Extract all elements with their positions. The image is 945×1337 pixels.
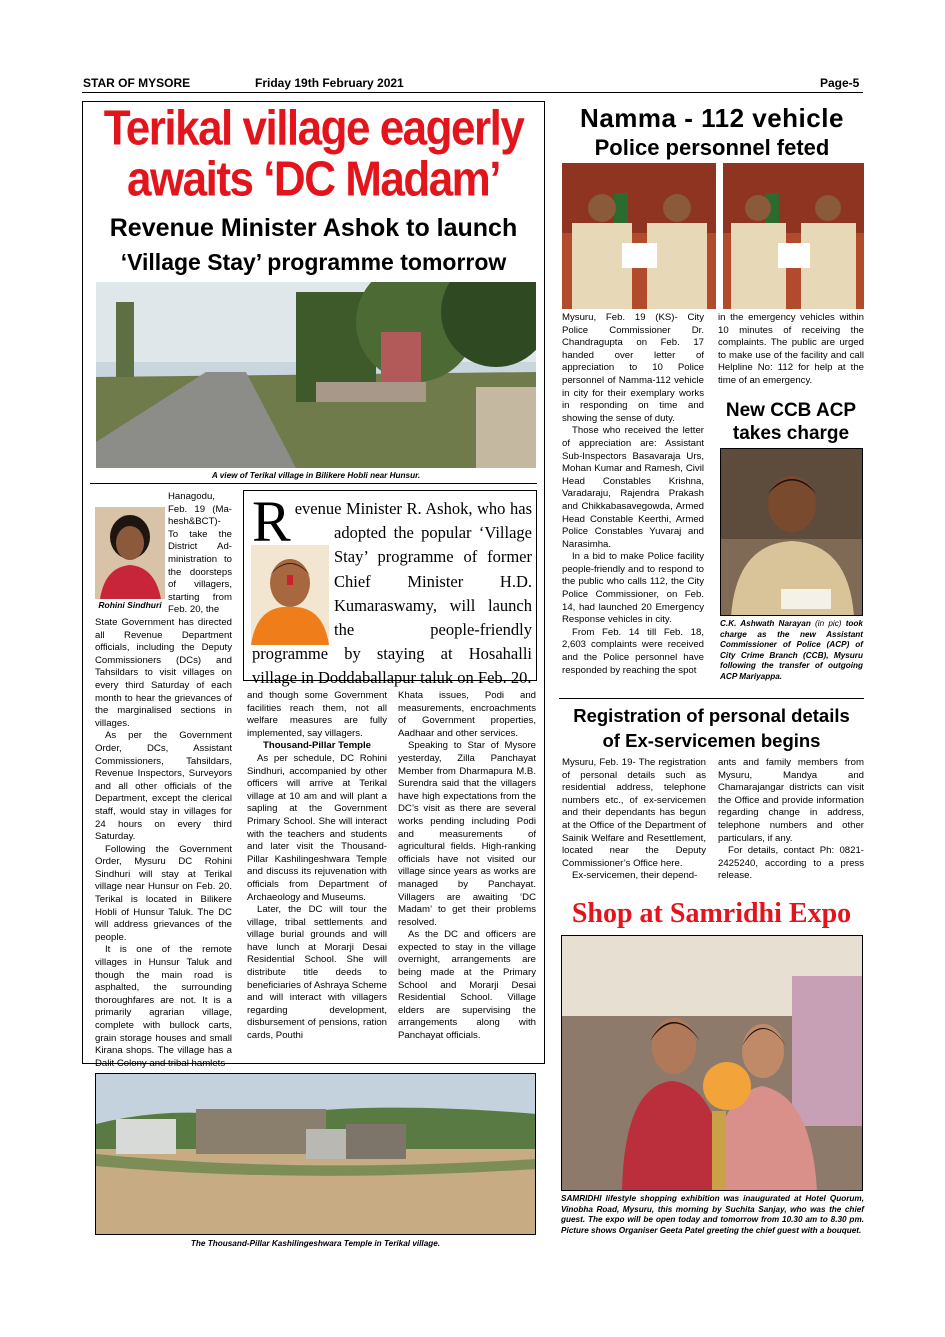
main-col1-body (95, 617, 232, 1070)
main-subhead-line-2: ‘Village Stay’ programme tomorrow (120, 249, 507, 275)
main-subhead-line-1: Revenue Minister Ashok to launch (109, 214, 518, 242)
police-col2-body: in the emergency vehicles within 10 minutes of receiving the complaints. The public are urged to make use of the facility and call Helpline No: 112 for help at the time of an emergency. (718, 312, 864, 386)
main-col1-para: As per the Government Order, DCs, Assistant Commissioners, Tahsildars, Revenue Inspectors, Surveyors and all other officials of the Department, except the clerical staff, would stay in villages for 24 hours on every third Saturday. (95, 730, 232, 843)
ashok-boxed-text (252, 489, 532, 691)
main-col2-body (247, 690, 387, 1043)
ccb-acp-caption (720, 619, 863, 682)
exservice-col1-para: Ex-servicemen, their depend- (572, 870, 698, 882)
temple-photo (95, 1073, 536, 1235)
rohini-sindhuri-caption: Rohini Sindhuri (98, 600, 162, 610)
police-col1-body (562, 312, 704, 677)
exservice-headline-line-1: Registration of personal details (573, 705, 850, 726)
temple-photo-caption: The Thousand-Pillar Kashilingeshwara Temple in Terikal village. (190, 1239, 441, 1248)
caption-rule (90, 483, 537, 484)
expo-headline: Shop at Samridhi Expo (571, 898, 852, 929)
exservice-col2-para: For details, contact Ph: 0821-2425240, according to a press release. (718, 845, 864, 882)
police-col1-para: From Feb. 14 till Feb. 18, 2,603 complaints were received and the Police personnel have responded by reaching the spot (562, 626, 704, 676)
village-road-photo (96, 282, 536, 468)
drop-cap: R (252, 489, 291, 554)
main-headline-line-2: awaits ‘DC Madam’ (126, 151, 501, 207)
main-col1-para: It is one of the remote villages in Hunsur Taluk and though the main road is asphalted, the surrounding thoroughfares are not. It is a primarily agrarian village, complete with bullock carts, grain storage houses and small Kirana shops. The village has a Dalit Colony and tribal hamlets (95, 944, 232, 1069)
main-col2-para: As per schedule, DC Rohini Sindhuri, accompanied by other officers will arrive at Terikal village at 10 am and will plant a sapling at the Government Primary School. She will interact with the teachers and students and later visit the Thousand-Pillar Kashilingeshwara Temple and discuss its rejuvenation with officials from Department of Archaeology and Museums. (247, 752, 387, 903)
header-rule (82, 92, 863, 93)
exservice-col2-para: ants and family members from Mysuru, Mandya and Chamarajangar districts can visit the Office and provide information regarding change in address, telephone numbers and other particulars, if any. (718, 757, 864, 844)
exservice-col2-body (718, 757, 864, 883)
police-col1-para: In a bid to make Police facility people-friendly and to respond to the public who calls 112, the City Police Commissioner, on Feb. 14, had launched 20 Emergency Response vehicles in city. (562, 551, 704, 626)
main-col3-para: Khata issues, Podi and measurements, encroachments of Government properties, Aadhaar and other services. (398, 690, 536, 739)
main-col3-body (398, 690, 536, 1043)
photo-float-spacer (252, 545, 334, 637)
ccb-headline-line-2: takes charge (732, 423, 850, 444)
page-number: Page-5 (820, 76, 860, 90)
issue-date: Friday 19th February 2021 (255, 76, 404, 90)
right-column-rule (559, 698, 864, 699)
exservice-col1-para: Mysuru, Feb. 19- The registration of personal details such as residential address, telephone numbers etc., of ex-servicemen and their dependants has begun at the Office of the Department of Sainik Welfare and Resettlement, located near the Deputy Commissioner’s Office here. (562, 757, 706, 869)
main-col1-intro: Hanagodu, Feb. 19 (Ma-hesh&BCT)- To take the District Ad-ministration to the doorsteps of villagers, starting from Feb. 20, the (168, 491, 232, 616)
exservice-headline-line-2: of Ex-servicemen begins (602, 730, 821, 751)
expo-caption: SAMRIDHI lifestyle shopping exhibition was inaugurated at Hotel Quorum, Vinobha Road, Mysuru, this morning by Suchita Sanjay, who was the chief guest. The expo will be open today and tomorrow from 10.30 am to 8.30 pm. Picture shows Organiser Geeta Patel greeting the chief guest with a bouquet. (561, 1194, 864, 1235)
police-headline-line-2: Police personnel feted (594, 135, 830, 160)
police-col1-para: Those who received the letter of appreciation are: Assistant Sub-Inspectors Basavaraja Urs, Mohan Kumar and Ramesh, Civil Head Constables Krishna, Varadaraju, Rajendra Prakash and Chikkabasavegowda, Armed Head Constable Keerthi, Armed Police Constables Yuvaraj and Narasimha. (562, 425, 704, 550)
police-headline-line-1: Namma - 112 vehicle (580, 103, 844, 133)
exservice-col1-body (562, 757, 706, 883)
expo-photo (561, 935, 863, 1191)
police-photo-2 (723, 163, 864, 309)
police-photo-1 (562, 163, 716, 309)
main-col2-para: and though some Government facilities reach them, not all welfare measures are fully implemented, say villagers. (247, 690, 387, 739)
ccb-caption-name: C.K. Ashwath Narayan (720, 619, 811, 628)
ccb-caption-rest: took charge as the new Assistant Commissioner of Police (ACP) of City Crime Branch (CCB), Mysuru following the transfer of outgoing ACP Mariyappa. (720, 619, 863, 681)
newspaper-name: STAR OF MYSORE (83, 76, 191, 90)
main-col1-para: Following the Government Order, Mysuru DC Rohini Sindhuri will stay at Terikal village near Hunsur on Feb. 20. Terikal is located in Bilikere Hobli of Hunsur Taluk. The DC will address grievances of the people. (95, 843, 232, 943)
ashok-boxed-body: evenue Minister R. Ashok, who has adopted the popular ‘Village Stay’ programme of former Chief Minister H.D. Kumaraswamy, will launch the people-friendly programme by staying at Hosahalli village in Doddaballapur taluk on Feb. 20. (252, 499, 532, 688)
ccb-caption-pic: (in pic) (815, 619, 842, 628)
ccb-headline-line-1: New CCB ACP (725, 400, 857, 421)
temple-subhead: Thousand-Pillar Temple (262, 740, 372, 752)
main-col3-para: Speaking to Star of Mysore yesterday, Zilla Panchayat Member from Dharmapura M.B. Surendra said that the villagers have high expectations from the DC’s visit as there are several works pending including Podi and measurements of agricultural fields. High-ranking officials have not visited our village since years as works are managed by Panchayat. Villagers are awaiting ‘DC Madam’ to get their problems resolved. (398, 740, 536, 928)
main-col1-para: State Government has directed all Revenue Department officials, including the Deputy Commissioners (DCs) and Tahsildars to visit villages on every third Saturday of each month to hear the grievances of the marginalised sections in villages. (95, 617, 232, 729)
ccb-acp-photo (720, 448, 863, 616)
main-col3-para: As the DC and officers are expected to stay in the village overnight, arrangements are being made at the Primary School and Morarji Desai Residential School. Village elders are supervising the arrangements along with Panchayat officials. (398, 929, 536, 1042)
village-photo-caption: A view of Terikal village in Bilikere Hobli near Hunsur. (211, 471, 421, 480)
main-col2-para: Later, the DC will tour the village, tribal settlements and village burial grounds and will have lunch at Morarji Desai Residential School. She will distribute title deeds to beneficiaries of Ashraya Scheme and will interact with villagers regarding development, disbursement of pensions, ration cards, Pouthi (247, 904, 387, 1042)
rohini-sindhuri-photo (95, 507, 165, 599)
main-headline-line-1: Terikal village eagerly (103, 100, 524, 156)
police-col1-para: Mysuru, Feb. 19 (KS)- City Police Commissioner Dr. Chandragupta on Feb. 17 handed over letter of appreciation to 10 Police personnel of Namma-112 vehicle in city for their exemplary works in responding on time and showing the sense of duty. (562, 312, 704, 424)
